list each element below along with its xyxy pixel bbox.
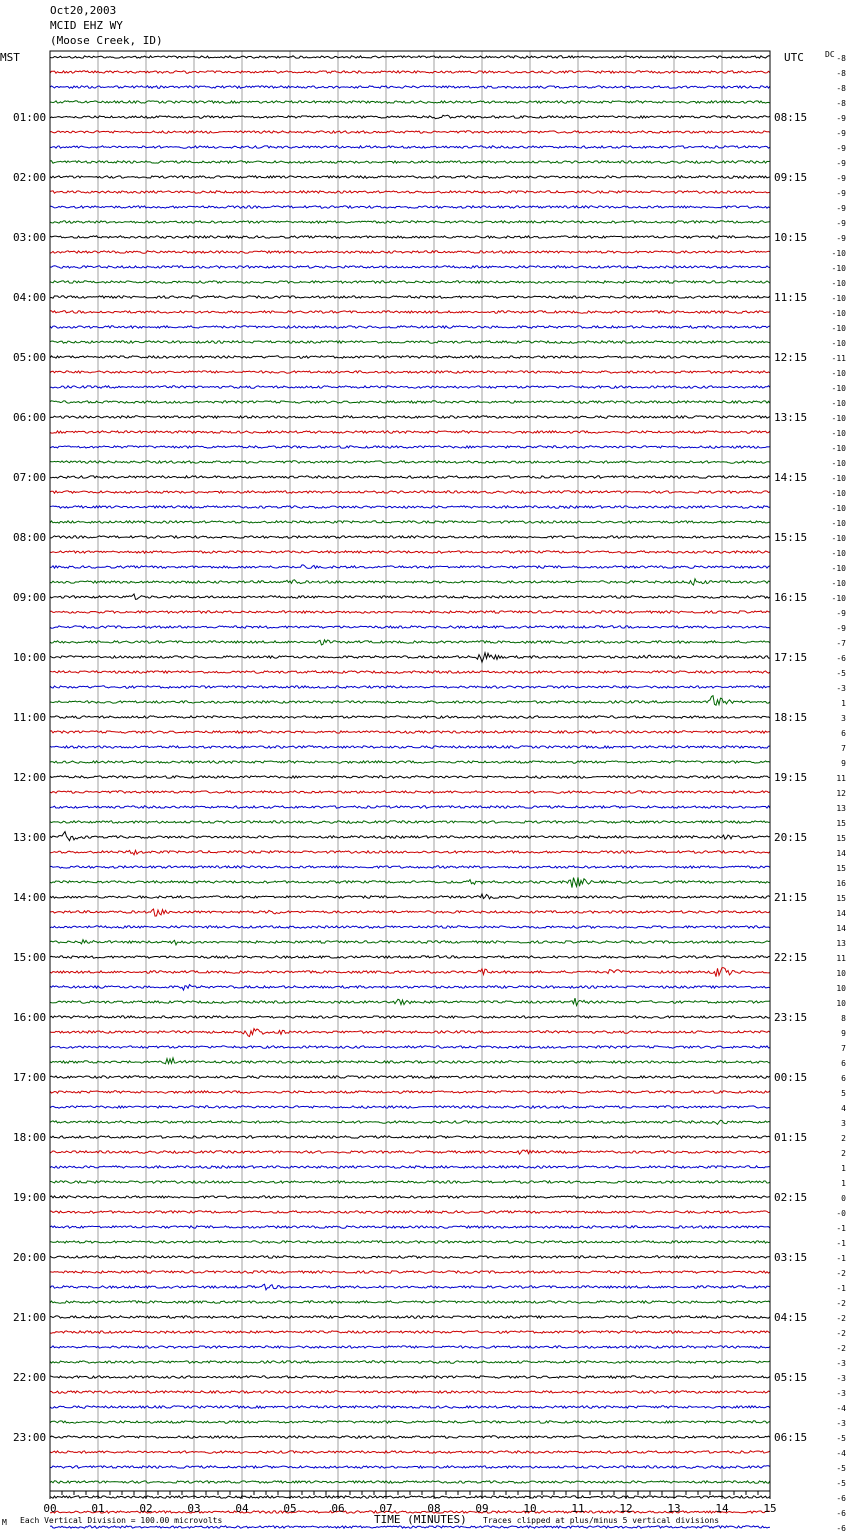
dc-offset-value: -2 [836,1314,846,1323]
seismic-trace [50,1421,770,1423]
seismic-trace [50,251,770,253]
seismic-trace [50,894,770,899]
right-hour-label: 02:15 [774,1191,808,1204]
seismic-trace [50,611,770,613]
left-hour-label: 05:00 [13,351,47,364]
seismic-trace [50,696,770,706]
left-hour-label: 06:00 [13,411,47,424]
seismic-trace [50,926,770,928]
seismic-trace [50,956,770,958]
seismic-trace [50,1346,770,1348]
dc-offset-value: -10 [831,489,846,498]
dc-offset-value: -9 [836,204,846,213]
seismic-trace [50,1496,770,1498]
dc-offset-value: 1 [841,1164,846,1173]
left-hour-label: 22:00 [13,1371,47,1384]
seismic-trace [50,461,770,463]
left-hour-label: 17:00 [13,1071,47,1084]
seismic-trace [50,686,770,688]
right-hour-label: 18:15 [774,711,808,724]
dc-offset-value: -3 [836,1389,846,1398]
left-hour-label: 07:00 [13,471,47,484]
seismic-trace [50,998,770,1005]
left-hour-label: 23:00 [13,1431,47,1444]
seismic-trace [50,877,770,887]
seismic-trace [50,776,770,778]
right-hour-label: 04:15 [774,1311,808,1324]
dc-offset-value: 15 [836,834,846,843]
seismic-trace [50,1136,770,1138]
dc-offset-value: 10 [836,984,846,993]
dc-offset-value: 14 [836,849,846,858]
header-date: Oct20,2003 [50,4,117,17]
seismic-trace [50,476,770,478]
dc-offset-value: 5 [841,1089,846,1098]
dc-offset-value: 14 [836,909,846,918]
dc-label: DC [825,50,835,59]
seismic-trace [50,1391,770,1393]
right-hour-label: 10:15 [774,231,808,244]
seismic-trace [50,86,770,88]
clip-note: Traces clipped at plus/minus 5 vertical divisions [483,1516,720,1525]
dc-offset-value: 6 [841,1059,846,1068]
x-tick-label: 00 [43,1502,57,1515]
left-hour-label: 02:00 [13,171,47,184]
dc-offset-value: 2 [841,1149,846,1158]
seismic-trace [50,206,770,208]
seismic-trace [50,850,770,855]
dc-offset-value: -1 [836,1254,846,1263]
dc-offset-value: 16 [836,879,846,888]
right-hour-label: 13:15 [774,411,808,424]
x-tick-label: 15 [763,1502,777,1515]
dc-offset-value: -10 [831,399,846,408]
dc-offset-value: 15 [836,894,846,903]
dc-offset-value: -3 [836,1374,846,1383]
dc-offset-value: -10 [831,579,846,588]
right-hour-label: 16:15 [774,591,808,604]
dc-offset-value: -5 [836,1434,846,1443]
dc-offset-value: -8 [836,54,846,63]
right-hour-label: 21:15 [774,891,808,904]
dc-offset-value: -1 [836,1239,846,1248]
seismic-trace [50,1196,770,1198]
seismic-trace [50,1331,770,1333]
right-hour-label: 11:15 [774,291,808,304]
dc-offset-value: -10 [831,564,846,573]
seismic-trace [50,236,770,238]
seismic-trace [50,1451,770,1453]
seismic-trace [50,909,770,916]
seismic-trace [50,311,770,313]
left-hour-label: 09:00 [13,591,47,604]
dc-offset-value: 7 [841,1044,846,1053]
dc-offset-value: 13 [836,804,846,813]
right-hour-label: 22:15 [774,951,808,964]
dc-offset-value: -9 [836,219,846,228]
seismic-trace [50,579,770,585]
left-hour-label: 10:00 [13,651,47,664]
seismic-trace [50,506,770,508]
left-hour-label: 14:00 [13,891,47,904]
dc-offset-value: -10 [831,429,846,438]
left-hour-label: 19:00 [13,1191,47,1204]
header-location: (Moose Creek, ID) [50,34,163,47]
seismic-trace [50,1481,770,1483]
seismic-trace [50,221,770,223]
dc-offset-value: -9 [836,174,846,183]
dc-offset-value: -10 [831,519,846,528]
dc-offset-value: -10 [831,369,846,378]
seismic-trace [50,1016,770,1018]
seismic-trace [50,653,770,662]
x-tick-label: 05 [283,1502,297,1515]
dc-offset-value: -2 [836,1299,846,1308]
dc-offset-value: -3 [836,684,846,693]
right-hour-label: 15:15 [774,531,808,544]
seismic-trace [50,985,770,991]
scale-note: Each Vertical Division = 100.00 microvolts [20,1516,223,1525]
x-tick-label: 01 [91,1502,105,1515]
seismic-trace [50,386,770,388]
seismic-trace [50,594,770,599]
seismic-trace [50,296,770,298]
seismic-trace [50,791,770,793]
seismic-trace [50,101,770,103]
dc-offset-value: -6 [836,1509,846,1518]
left-hour-label: 08:00 [13,531,47,544]
seismic-trace [50,1241,770,1243]
dc-offset-value: -7 [836,639,846,648]
left-hour-label: 01:00 [13,111,47,124]
left-hour-label: 15:00 [13,951,47,964]
seismic-trace [50,761,770,763]
right-hour-label: 05:15 [774,1371,808,1384]
dc-offset-value: -10 [831,324,846,333]
seismic-trace [50,1076,770,1078]
seismic-trace [50,1120,770,1124]
seismic-trace [50,191,770,193]
dc-offset-value: -10 [831,594,846,603]
dc-offset-value: 15 [836,864,846,873]
seismic-trace [50,326,770,328]
dc-offset-value: 6 [841,1074,846,1083]
right-hour-label: 20:15 [774,831,808,844]
seismic-trace [50,1150,770,1154]
dc-offset-value: -10 [831,264,846,273]
dc-offset-value: -9 [836,624,846,633]
seismic-trace [50,1058,770,1064]
x-tick-label: 08 [427,1502,441,1515]
dc-offset-value: -11 [831,354,846,363]
dc-offset-value: -10 [831,459,846,468]
right-hour-label: 23:15 [774,1011,808,1024]
dc-offset-value: -9 [836,189,846,198]
left-hour-label: 20:00 [13,1251,47,1264]
seismic-trace [50,1226,770,1228]
seismic-trace [50,281,770,283]
seismic-trace [50,176,770,178]
seismic-trace [50,1046,770,1048]
dc-offset-value: 4 [841,1104,846,1113]
right-hour-label: 08:15 [774,111,808,124]
dc-offset-value: -5 [836,1464,846,1473]
seismic-trace [50,1301,770,1303]
seismic-trace [50,746,770,748]
left-hour-label: 04:00 [13,291,47,304]
dc-offset-value: -9 [836,234,846,243]
left-timezone-label: MST [0,51,20,64]
seismic-trace [50,431,770,433]
seismic-trace [50,968,770,977]
dc-offset-value: -2 [836,1344,846,1353]
x-tick-label: 14 [715,1502,729,1515]
seismic-trace [50,1271,770,1273]
seismic-trace [50,671,770,673]
dc-offset-value: 3 [841,714,846,723]
dc-offset-value: -1 [836,1224,846,1233]
dc-offset-value: -1 [836,1284,846,1293]
dc-offset-value: -4 [836,1404,846,1413]
seismic-trace [50,1361,770,1363]
dc-offset-value: -9 [836,609,846,618]
seismic-trace [50,1436,770,1438]
left-hour-label: 11:00 [13,711,47,724]
dc-offset-value: -9 [836,129,846,138]
dc-offset-value: -2 [836,1269,846,1278]
x-tick-label: 11 [571,1502,585,1515]
x-tick-label: 10 [523,1502,537,1515]
left-hour-label: 03:00 [13,231,47,244]
dc-offset-value: -9 [836,159,846,168]
right-hour-label: 12:15 [774,351,808,364]
dc-offset-value: 14 [836,924,846,933]
seismic-trace [50,565,770,569]
dc-offset-value: -10 [831,249,846,258]
seismic-trace [50,940,770,945]
seismic-trace [50,401,770,403]
dc-offset-value: 1 [841,699,846,708]
axis-labels [13,54,846,1534]
seismic-trace [50,1106,770,1108]
dc-offset-value: -8 [836,99,846,108]
dc-offset-value: -10 [831,504,846,513]
seismic-trace [50,1316,770,1318]
seismic-trace [50,1466,770,1468]
seismic-trace [50,356,770,358]
seismic-trace [50,1406,770,1408]
seismic-trace [50,1256,770,1258]
dc-offset-value: -8 [836,84,846,93]
seismic-trace [50,832,770,841]
seismic-trace [50,866,770,868]
dc-offset-value: -10 [831,294,846,303]
seismic-trace [50,56,770,58]
dc-offset-value: -5 [836,669,846,678]
left-hour-label: 21:00 [13,1311,47,1324]
dc-offset-value: -10 [831,309,846,318]
seismic-trace [50,371,770,373]
dc-offset-value: 15 [836,819,846,828]
right-hour-label: 09:15 [774,171,808,184]
dc-offset-value: 0 [841,1194,846,1203]
dc-offset-value: -10 [831,534,846,543]
seismic-trace [50,266,770,268]
x-tick-label: 12 [619,1502,633,1515]
seismic-trace [50,1166,770,1168]
seismic-trace [50,115,770,119]
left-hour-label: 16:00 [13,1011,47,1024]
seismic-trace [50,491,770,493]
dc-offset-value: 12 [836,789,846,798]
seismic-trace [50,521,770,523]
seismic-trace [50,1181,770,1183]
trace-lines [50,56,770,1534]
dc-offset-value: -4 [836,1449,846,1458]
x-tick-label: 06 [331,1502,345,1515]
dc-offset-value: 3 [841,1119,846,1128]
dc-offset-value: -6 [836,1494,846,1503]
dc-offset-value: 11 [836,954,846,963]
bottom-left-mark: M [2,1518,7,1527]
seismic-trace [50,1211,770,1213]
header-station: MCID EHZ WY [50,19,123,32]
dc-offset-value: 8 [841,1014,846,1023]
seismic-trace [50,131,770,133]
dc-offset-value: -9 [836,114,846,123]
right-hour-label: 00:15 [774,1071,808,1084]
right-timezone-label: UTC [784,51,804,64]
dc-offset-value: 9 [841,1029,846,1038]
dc-offset-value: 1 [841,1179,846,1188]
dc-offset-value: -0 [836,1209,846,1218]
right-hour-label: 19:15 [774,771,808,784]
dc-offset-value: -10 [831,444,846,453]
x-tick-label: 09 [475,1502,489,1515]
seismic-trace [50,1091,770,1093]
seismic-trace [50,536,770,538]
dc-offset-value: -10 [831,339,846,348]
dc-offset-value: 10 [836,999,846,1008]
dc-offset-value: -9 [836,144,846,153]
seismic-trace [50,446,770,448]
right-hour-label: 06:15 [774,1431,808,1444]
dc-offset-value: -6 [836,654,846,663]
dc-offset-value: -10 [831,549,846,558]
seismic-trace [50,146,770,148]
dc-offset-value: -10 [831,384,846,393]
x-tick-label: 07 [379,1502,393,1515]
dc-offset-value: -8 [836,69,846,78]
seismic-trace [50,416,770,418]
seismic-trace [50,1376,770,1378]
right-hour-label: 03:15 [774,1251,808,1264]
seismic-trace [50,341,770,343]
seismic-trace [50,1029,770,1037]
left-hour-label: 12:00 [13,771,47,784]
x-tick-label: 13 [667,1502,681,1515]
dc-offset-value: 7 [841,744,846,753]
right-hour-label: 17:15 [774,651,808,664]
dc-offset-value: -10 [831,474,846,483]
seismic-trace [50,626,770,628]
seismic-trace [50,716,770,718]
right-hour-label: 01:15 [774,1131,808,1144]
dc-offset-value: 13 [836,939,846,948]
seismic-trace [50,640,770,645]
seismic-trace [50,551,770,553]
dc-offset-value: 6 [841,729,846,738]
plot-frame [50,51,770,1499]
right-hour-label: 14:15 [774,471,808,484]
dc-offset-value: 11 [836,774,846,783]
seismic-trace [50,821,770,823]
dc-offset-value: -10 [831,414,846,423]
dc-offset-value: -10 [831,279,846,288]
x-tick-label: 04 [235,1502,249,1515]
x-tick-label: 02 [139,1502,153,1515]
left-hour-label: 18:00 [13,1131,47,1144]
dc-offset-value: 10 [836,969,846,978]
x-tick-label: 03 [187,1502,201,1515]
dc-offset-value: -3 [836,1359,846,1368]
dc-offset-value: -6 [836,1524,846,1533]
seismic-trace [50,731,770,733]
left-hour-label: 13:00 [13,831,47,844]
dc-offset-value: -3 [836,1419,846,1428]
seismic-trace [50,161,770,163]
seismic-trace [50,1526,770,1528]
dc-offset-value: 9 [841,759,846,768]
dc-offset-value: -5 [836,1479,846,1488]
x-axis-title: TIME (MINUTES) [374,1513,467,1526]
dc-offset-value: 2 [841,1134,846,1143]
seismic-trace [50,71,770,73]
seismic-trace [50,806,770,808]
seismic-trace [50,1284,770,1290]
dc-offset-value: -2 [836,1329,846,1338]
